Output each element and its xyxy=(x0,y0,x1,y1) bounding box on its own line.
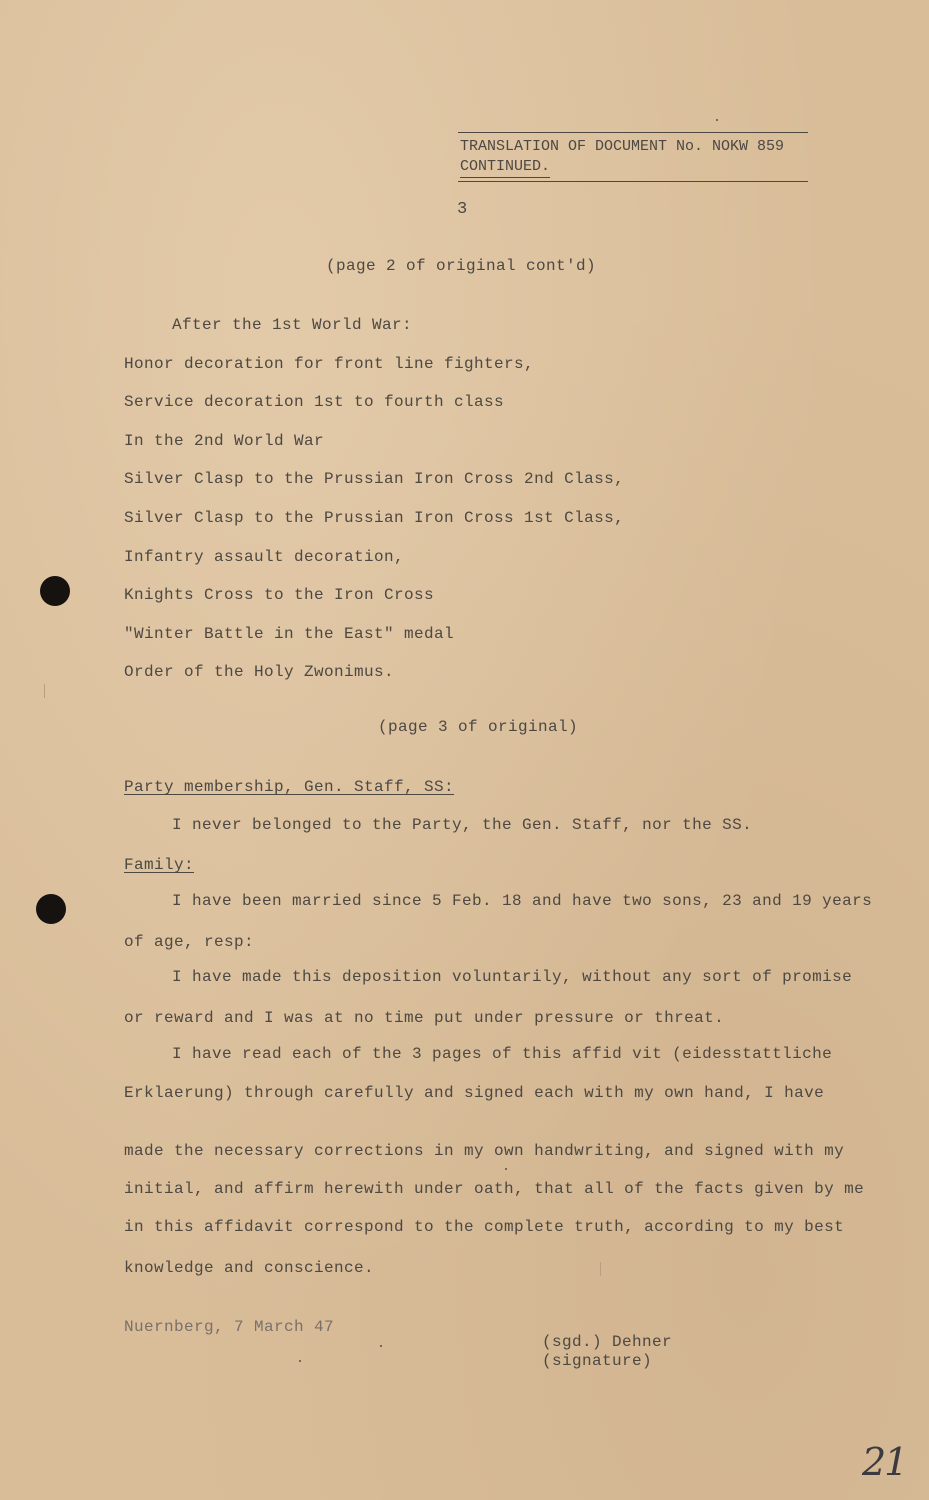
paper-speck xyxy=(716,119,718,121)
party-heading: Party membership, Gen. Staff, SS: xyxy=(124,778,455,796)
decoration-item: Knights Cross to the Iron Cross xyxy=(124,586,435,604)
handwritten-page-number: 21 xyxy=(862,1440,907,1484)
translation-header xyxy=(458,132,808,182)
affirmation-line: Erklaerung) through carefully and signed each with my own hand, I have xyxy=(124,1084,825,1102)
paper-mark xyxy=(600,1262,601,1276)
signature-label: (signature) xyxy=(542,1352,653,1370)
header-continued: CONTINUED. xyxy=(460,157,550,178)
decoration-item: In the 2nd World War xyxy=(124,432,325,450)
party-text: I never belonged to the Party, the Gen. Staff, nor the SS. xyxy=(172,816,753,834)
decoration-item: Service decoration 1st to fourth class xyxy=(124,393,505,411)
affirmation-line: in this affidavit correspond to the complete truth, according to my best xyxy=(124,1218,845,1236)
decoration-item: Silver Clasp to the Prussian Iron Cross 2nd Class, xyxy=(124,470,625,488)
paper-speck xyxy=(299,1360,301,1362)
decoration-item: Infantry assault decoration, xyxy=(124,548,405,566)
decoration-item: "Winter Battle in the East" medal xyxy=(124,625,455,643)
affirmation-line: made the necessary corrections in my own handwriting, and signed with my xyxy=(124,1142,845,1160)
decoration-item: Order of the Holy Zwonimus. xyxy=(124,663,395,681)
header-title: TRANSLATION OF DOCUMENT No. NOKW 859 xyxy=(460,138,785,155)
punch-hole xyxy=(36,894,66,924)
affirmation-line: I have read each of the 3 pages of this affid vit (eidesstattliche xyxy=(172,1045,833,1063)
deposition-line: or reward and I was at no time put under pressure or threat. xyxy=(124,1009,725,1027)
subheading-page-2: (page 2 of original cont'd) xyxy=(326,257,597,275)
place-date: Nuernberg, 7 March 47 xyxy=(124,1318,335,1336)
family-line: I have been married since 5 Feb. 18 and have two sons, 23 and 19 years xyxy=(172,892,873,910)
punch-hole xyxy=(40,576,70,606)
subheading-page-3: (page 3 of original) xyxy=(378,718,579,736)
decoration-item: Silver Clasp to the Prussian Iron Cross 1st Class, xyxy=(124,509,625,527)
signature-name: (sgd.) Dehner xyxy=(542,1333,673,1351)
page-marker: 3 xyxy=(457,200,468,219)
paper-mark xyxy=(44,684,45,698)
paper-speck xyxy=(505,1168,507,1170)
affirmation-line: initial, and affirm herewith under oath, that all of the facts given by me xyxy=(124,1180,865,1198)
family-heading: Family: xyxy=(124,856,195,874)
paper-speck xyxy=(380,1345,382,1347)
affirmation-line: knowledge and conscience. xyxy=(124,1259,375,1277)
decoration-item: Honor decoration for front line fighters, xyxy=(124,355,535,373)
decorations-intro: After the 1st World War: xyxy=(172,316,413,334)
family-line: of age, resp: xyxy=(124,933,255,951)
deposition-line: I have made this deposition voluntarily, without any sort of promise xyxy=(172,968,853,986)
